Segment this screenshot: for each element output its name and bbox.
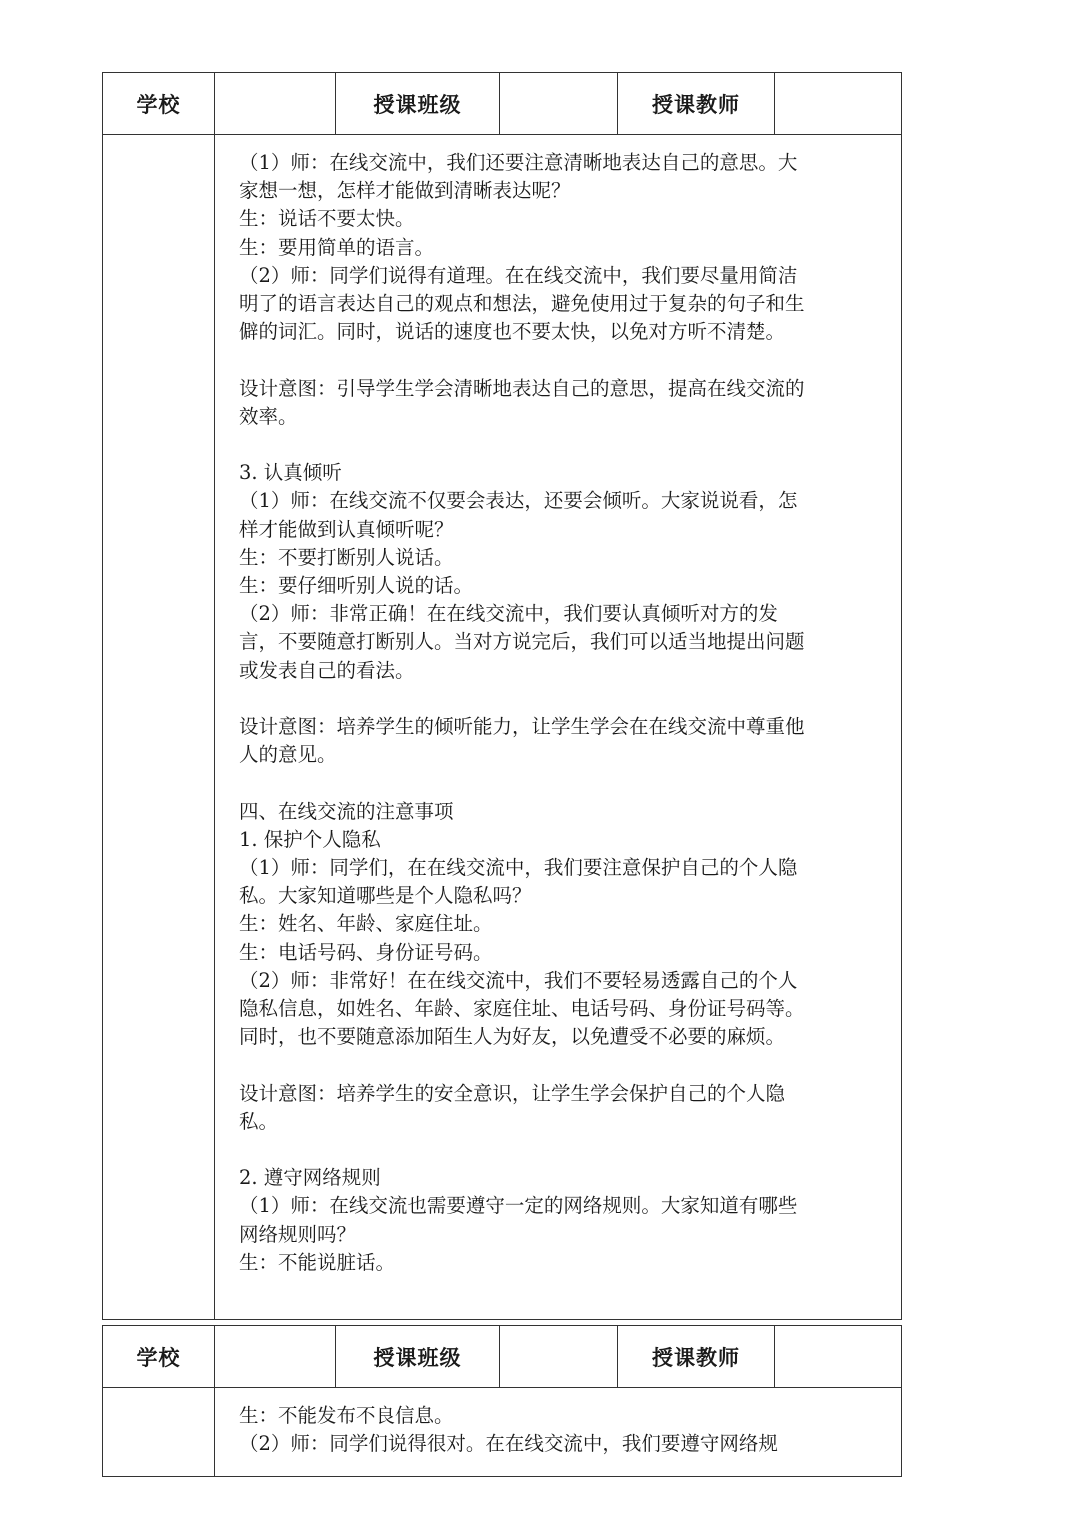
text-line: 生：姓名、年龄、家庭住址。 [239, 912, 493, 936]
class-value-cell [500, 1326, 618, 1387]
text-line: （1）师：在线交流也需要遵守一定的网络规则。大家知道有哪些 [239, 1194, 798, 1218]
text-line: 设计意图：培养学生的倾听能力，让学生学会在在线交流中尊重他 [239, 715, 805, 739]
blank-line [239, 769, 877, 797]
text-line: （2）师：同学们说得有道理。在在线交流中，我们要尽量用简洁 [239, 263, 798, 287]
text-line: （2）师：非常好！在在线交流中，我们不要轻易透露自己的个人 [239, 968, 798, 992]
lesson-plan-table-page-2 [102, 1325, 902, 1477]
table-body-row [103, 135, 901, 1319]
text-line: 四、在线交流的注意事项 [239, 799, 454, 823]
text-line: 生：说话不要太快。 [239, 207, 415, 231]
text-line: （1）师：在线交流中，我们还要注意清晰地表达自己的意思。大 [239, 151, 798, 174]
text-line: 人的意见。 [239, 743, 337, 767]
lesson-content [215, 135, 901, 1319]
text-line: 私。大家知道哪些是个人隐私吗？ [239, 884, 532, 908]
school-value-cell [215, 1326, 336, 1387]
text-line: 设计意图：培养学生的安全意识，让学生学会保护自己的个人隐 [239, 1081, 786, 1105]
text-line: （1）师：同学们，在在线交流中，我们要注意保护自己的个人隐 [239, 856, 798, 880]
text-line: 家想一想，怎样才能做到清晰表达呢？ [239, 179, 571, 203]
text-line: 生：电话号码、身份证号码。 [239, 940, 493, 964]
class-label: 授课班级 [336, 1326, 500, 1387]
blank-line [239, 431, 877, 459]
text-line: 1. 保护个人隐私 [239, 827, 381, 851]
blank-line [239, 346, 877, 374]
text-line: 言，不要随意打断别人。当对方说完后，我们可以适当地提出问题 [239, 630, 805, 654]
text-line: 僻的词汇。同时，说话的速度也不要太快，以免对方听不清楚。 [239, 320, 786, 344]
table-header-row [103, 1326, 901, 1388]
table-body-row [103, 1388, 901, 1476]
blank-line [239, 1051, 877, 1079]
school-label: 学校 [103, 1326, 215, 1387]
table-header-row [103, 73, 901, 135]
side-cell [103, 1388, 215, 1476]
side-cell [103, 135, 215, 1319]
text-line: （2）师：非常正确！在在线交流中，我们要认真倾听对方的发 [239, 602, 778, 626]
teacher-label: 授课教师 [618, 73, 775, 134]
text-line: 生：不能发布不良信息。 [239, 1404, 454, 1427]
text-line: 同时，也不要随意添加陌生人为好友，以免遭受不必要的麻烦。 [239, 1025, 786, 1049]
teacher-value-cell [775, 1326, 901, 1387]
school-label: 学校 [103, 73, 215, 134]
text-line: 隐私信息，如姓名、年龄、家庭住址、电话号码、身份证号码等。 [239, 997, 805, 1021]
blank-line [239, 1136, 877, 1164]
lesson-plan-table-page-1 [102, 72, 902, 1320]
text-line: 明了的语言表达自己的观点和想法，避免使用过于复杂的句子和生 [239, 292, 805, 316]
text-line: 效率。 [239, 404, 298, 428]
school-value-cell [215, 73, 336, 134]
blank-line [239, 685, 877, 713]
text-line: 生：要仔细听别人说的话。 [239, 574, 474, 598]
text-line: 2. 遵守网络规则 [239, 1166, 381, 1190]
text-line: 生：不能说脏话。 [239, 1250, 396, 1274]
text-line: 样才能做到认真倾听呢？ [239, 517, 454, 541]
text-line: （1）师：在线交流不仅要会表达，还要会倾听。大家说说看，怎 [239, 489, 798, 513]
text-line: 网络规则吗？ [239, 1222, 357, 1246]
lesson-content [215, 1388, 901, 1476]
text-line: （2）师：同学们说得很对。在在线交流中，我们要遵守网络规 [239, 1432, 778, 1456]
text-line: 3. 认真倾听 [239, 461, 342, 485]
teacher-value-cell [775, 73, 901, 134]
text-line: 或发表自己的看法。 [239, 658, 415, 682]
text-line: 设计意图：引导学生学会清晰地表达自己的意思，提高在线交流的 [239, 376, 805, 400]
text-line: 生：不要打断别人说话。 [239, 545, 454, 569]
class-label: 授课班级 [336, 73, 500, 134]
text-line: 私。 [239, 1109, 279, 1133]
class-value-cell [500, 73, 618, 134]
teacher-label: 授课教师 [618, 1326, 775, 1387]
text-line: 生：要用简单的语言。 [239, 235, 435, 259]
